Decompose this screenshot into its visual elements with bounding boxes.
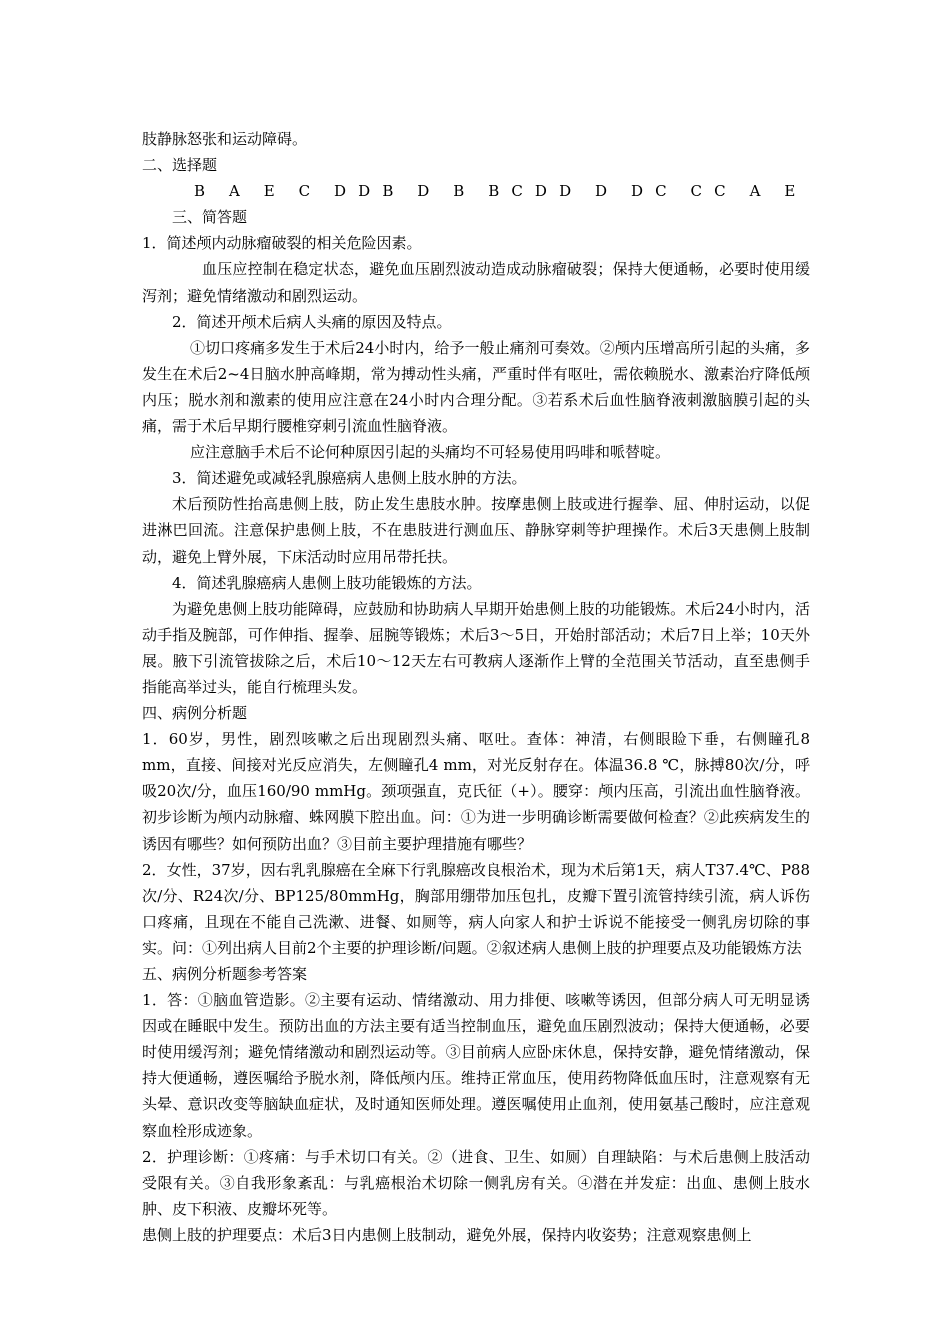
answer-2-note: 应注意脑手术后不论何种原因引起的头痛均不可轻易使用吗啡和哌替啶。 xyxy=(190,443,671,462)
intro-line: 肢静脉怒张和运动障碍。 xyxy=(142,130,308,148)
case-answer-1: 1．答：①脑血管造影。②主要有运动、情绪激动、用力排便、咳嗽等诱因，但部分病人可无明显诱因或在睡眠中发生。预防出血的方法主要有适当控制血压，避免血压剧烈波动；保持大便通畅，必要时使用缓泻剂；避免情绪激动和剧烈运动等。③目前病人应卧床休息，保持安静，避免情绪激动，保持大便通畅，遵医嘱给予脱水剂，降低颅内压。维持正常血压，使用药物降低血压时，注意观察有无头晕、意识改变等脑缺血症状，及时通知医师处理。遵医嘱使用止血剂，使用氨基己酸时，应注意观察血栓形成迹象。 xyxy=(142,991,810,1140)
case-1: 1．60岁，男性，剧烈咳嗽之后出现剧烈头痛、呕吐。查体：神清，右侧眼睑下垂，右侧瞳孔8 mm，直接、间接对光反应消失，左侧瞳孔4 mm，对光反射存在。体温36.8 ℃，脉搏80次/分，呼吸20次/分，血压160/90 mmHg。颈项强直，克氏征（+）。腰穿：颅内压高，引流出血性脑脊液。初步诊断为颅内动脉瘤、蛛网膜下腔出血。问：①为进一步明确诊断需要做何检查？②此疾病发生的诱因有哪些？如何预防出血？③目前主要护理措施有哪些？ xyxy=(142,730,810,853)
section-title-case-answers: 五、病例分析题参考答案 xyxy=(142,965,308,983)
question-4: 4．简述乳腺癌病人患侧上肢功能锻炼的方法。 xyxy=(172,573,482,592)
question-2: 2．简述开颅术后病人头痛的原因及特点。 xyxy=(172,312,452,331)
case-2: 2．女性，37岁，因右乳乳腺癌在全麻下行乳腺癌改良根治术，现为术后第1天，病人T37.4℃、P88次/分、R24次/分、BP125/80mmHg，胸部用绷带加压包扎，皮瓣下置引流管持续引流，病人诉伤口疼痛，且现在不能自己洗漱、进餐、如厕等，病人向家人和护士诉说不能接受一侧乳房切除的事实。问：①列出病人目前2个主要的护理诊断/问题。②叙述病人患侧上肢的护理要点及功能锻炼方法 xyxy=(142,860,810,957)
answer-2: ①切口疼痛多发生于术后24小时内，给予一般止痛剂可奏效。②颅内压增高所引起的头痛，多发生在术后2~4日脑水肿高峰期，常为搏动性头痛，严重时伴有呕吐，需依赖脱水、激素治疗降低颅内压；脱水剂和激素的使用应注意在24小时内合理分配。③若系术后血性脑脊液刺激脑膜引起的头痛，需于术后早期行腰椎穿刺引流血性脑脊液。 xyxy=(142,338,810,436)
case-answer-2-care: 患侧上肢的护理要点：术后3日内患侧上肢制动，避免外展，保持内收姿势；注意观察患侧上 xyxy=(142,1225,752,1244)
question-1: 1．简述颅内动脉瘤破裂的相关危险因素。 xyxy=(142,234,422,253)
answer-4: 为避免患侧上肢功能障碍，应鼓励和协助病人早期开始患侧上肢的功能锻炼。术后24小时内，活动手指及腕部，可作伸指、握拳、屈腕等锻炼；术后3～5日，开始肘部活动；术后7日上举；10天外展。腋下引流管拔除之后，术后10～12天左右可教病人逐渐作上臂的全范围关节活动，直至患侧手指能高举过头，能自行梳理头发。 xyxy=(142,599,810,696)
case-answer-2: 2．护理诊断：①疼痛：与手术切口有关。②（进食、卫生、如厕）自理缺陷：与术后患侧上肢活动受限有关。③自我形象紊乱：与乳癌根治术切除一侧乳房有关。④潜在并发症：出血、患侧上肢水肿、皮下积液、皮瓣坏死等。 xyxy=(142,1147,810,1218)
document-body xyxy=(142,126,810,1248)
section-title-case-analysis: 四、病例分析题 xyxy=(142,704,248,723)
question-3: 3．简述避免或减轻乳腺癌病人患侧上肢水肿的方法。 xyxy=(172,469,527,488)
answer-3: 术后预防性抬高患侧上肢，防止发生患肢水肿。按摩患侧上肢或进行握拳、屈、伸肘运动，以促进淋巴回流。注意保护患侧上肢，不在患肢进行测血压、静脉穿刺等护理操作。术后3天患侧上肢制动，避免上臂外展，下床活动时应用吊带托扶。 xyxy=(142,495,810,566)
answer-1: 血压应控制在稳定状态，避免血压剧烈波动造成动脉瘤破裂；保持大便通畅，必要时使用缓泻剂；避免情绪激动和剧烈运动。 xyxy=(142,260,810,305)
choice-answers: B A E C D D B D B B C D D D D C C C A E xyxy=(194,182,796,201)
section-title-choice: 二、选择题 xyxy=(142,156,218,175)
section-title-short-answer: 三、简答题 xyxy=(172,208,248,227)
